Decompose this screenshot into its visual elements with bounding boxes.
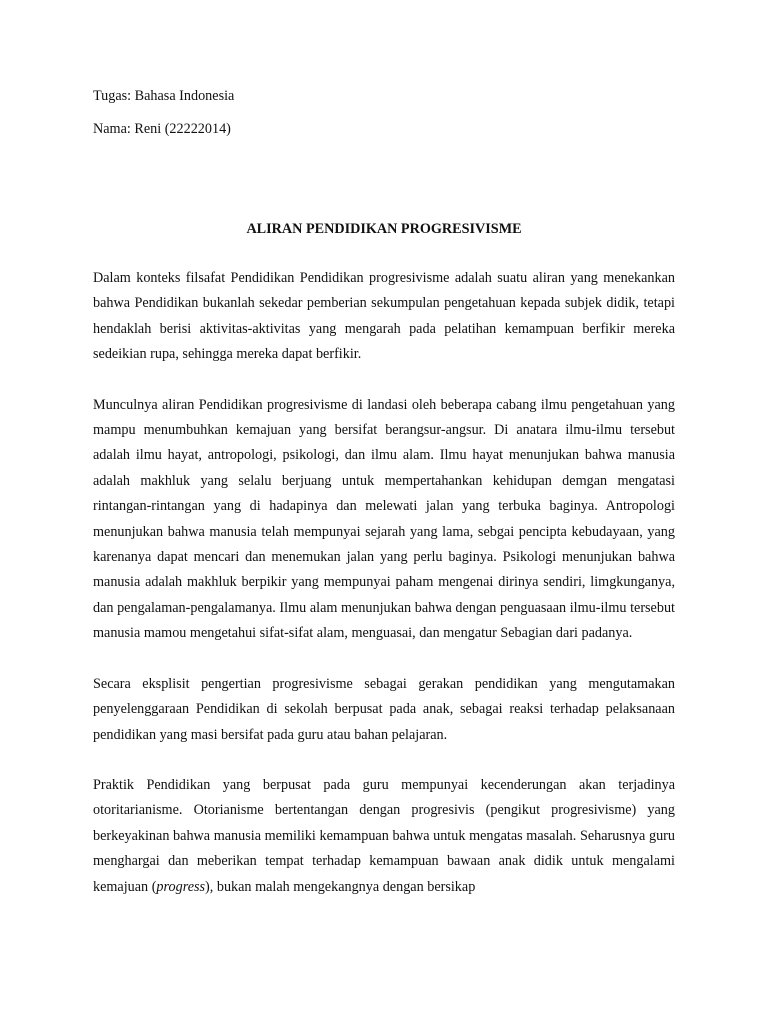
document-page: [93, 84, 675, 900]
name-line: Nama: Reni (22222014): [93, 121, 231, 137]
document-title: ALIRAN PENDIDIKAN PROGRESIVISME: [246, 221, 522, 237]
paragraph-3: Secara eksplisit pengertian progresivisme sebagai gerakan pendidikan yang mengutamakan penyelenggaraan Pendidikan di sekolah berpusat pada anak, sebagai reaksi terhadap pelaksanaan pendidikan yang masi bersifat pada guru atau bahan pelajaran.: [93, 675, 675, 743]
paragraph-4-italic-term: progress: [156, 878, 206, 895]
paragraph-2: Munculnya aliran Pendidikan progresivisme di landasi oleh beberapa cabang ilmu pengetahuan yang mampu menumbuhkan kemajuan yang bersifat berangsur-angsur. Di anatara ilmu-ilmu tersebut adalah ilmu hayat, antropologi, psikologi, dan ilmu alam. Ilmu hayat menunjukan bahwa manusia adalah makhluk yang selalu berjuang untuk mempertahankan kehidupan demgan mengatasi rintangan-rintangan yang di hadapinya dan melewati jalan yang terbuka baginya. Antropologi menunjukan bahwa manusia telah mempunyai sejarah yang lama, sebgai pencipta kebudayaan, yang karenanya dapat mencari dan menemukan jalan yang perlu baginya. Psikologi menunjukan bahwa manusia adalah makhluk berpikir yang mempunyai paham mengenai dirinya sendiri, limgkunganya, dan pengalaman-pengalamanya. Ilmu alam menunjukan bahwa dengan penguasaan ilmu-ilmu tersebut manusia mamou mengetahui sifat-sifat alam, menguasai, dan mengatur Sebagian dari padanya.: [93, 396, 675, 642]
task-line: Tugas: Bahasa Indonesia: [93, 88, 235, 104]
paragraph-1: Dalam konteks filsafat Pendidikan Pendidikan progresivisme adalah suatu aliran yang menekankan bahwa Pendidikan bukanlah sekedar pemberian sekumpulan pengetahuan kepada subjek didik, tetapi hendaklah berisi aktivitas-aktivitas yang mengarah pada pelatihan kemampuan berfikir mereka sedeikian rupa, sehingga mereka dapat berfikir.: [93, 270, 675, 363]
paragraph-4-text-before: Praktik Pendidikan yang berpusat pada guru mempunyai kecenderungan akan terjadinya otoritarianisme. Otorianisme bertentangan dengan progresivis (pengikut progresivisme) yang berkeyakinan bahwa manusia memiliki kemampuan bahwa untuk mengatas masalah. Seharusnya guru menghargai dan meberikan tempat terhadap kemampuan bawaan anak didik untuk mengalami kemajuan (: [93, 776, 675, 895]
paragraph-4-text-after: ), bukan malah mengekangnya dengan bersikap: [205, 878, 476, 895]
paragraph-4: [93, 773, 675, 900]
